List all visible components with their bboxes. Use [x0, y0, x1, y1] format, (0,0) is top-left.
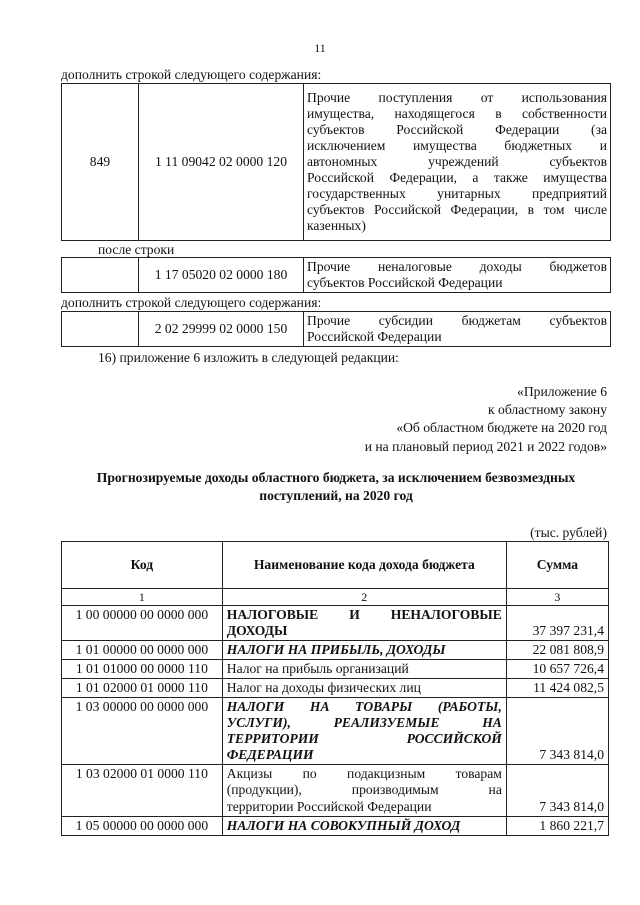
- index-cell: 2: [222, 589, 506, 606]
- sum-cell: 7 343 814,0: [506, 698, 608, 765]
- intro-add-line-2: дополнить строкой следующего содержания:: [61, 295, 322, 310]
- code-cell: 1 01 00000 00 0000 000: [62, 641, 223, 660]
- table-row: [62, 698, 609, 765]
- admin-code-cell: 849: [62, 84, 139, 241]
- header-code: Код: [62, 542, 223, 589]
- header-sum: Сумма: [506, 542, 608, 589]
- document-title: Прогнозируемые доходы областного бюджета, за исключением безвозмездных поступлений, на 2020 год: [96, 470, 576, 503]
- kbk-code-cell: 2 02 29999 02 0000 150: [139, 312, 304, 347]
- amendment-table-1: [61, 83, 611, 241]
- name-cell: НАЛОГОВЫЕ И НЕНАЛОГОВЫЕ ДОХОДЫ: [222, 606, 506, 641]
- revenue-table: [61, 541, 609, 836]
- header-row: [62, 542, 609, 589]
- description-cell: Прочие неналоговые доходы бюджетов субъектов Российской Федерации: [304, 258, 611, 293]
- admin-code-cell: [62, 258, 139, 293]
- intro-add-line-1: дополнить строкой следующего содержания:: [61, 67, 322, 82]
- sum-cell: 11 424 082,5: [506, 679, 608, 698]
- code-cell: 1 03 02000 01 0000 110: [62, 765, 223, 816]
- name-cell: НАЛОГИ НА ПРИБЫЛЬ, ДОХОДЫ: [222, 641, 506, 660]
- index-row: [62, 589, 609, 606]
- sum-cell: 37 397 231,4: [506, 606, 608, 641]
- table-row: [62, 606, 609, 641]
- index-cell: 3: [506, 589, 608, 606]
- admin-code-cell: [62, 312, 139, 347]
- code-cell: 1 03 00000 00 0000 000: [62, 698, 223, 765]
- table-row: [62, 816, 609, 835]
- after-row-text: после строки: [98, 242, 175, 257]
- table-row: [62, 84, 611, 241]
- amendment-table-3: [61, 311, 611, 347]
- table-row: [62, 660, 609, 679]
- header-name: Наименование кода дохода бюджета: [222, 542, 506, 589]
- unit-label: (тыс. рублей): [530, 525, 607, 540]
- code-cell: 1 01 01000 00 0000 110: [62, 660, 223, 679]
- index-cell: 1: [62, 589, 223, 606]
- table-row: [62, 258, 611, 293]
- kbk-code-cell: 1 11 09042 02 0000 120: [139, 84, 304, 241]
- kbk-code-cell: 1 17 05020 02 0000 180: [139, 258, 304, 293]
- code-cell: 1 01 02000 01 0000 110: [62, 679, 223, 698]
- code-cell: 1 00 00000 00 0000 000: [62, 606, 223, 641]
- table-row: [62, 312, 611, 347]
- page-number: 11: [314, 41, 326, 55]
- item-16-text: 16) приложение 6 изложить в следующей редакции:: [98, 350, 399, 365]
- table-row: [62, 765, 609, 816]
- sum-cell: 7 343 814,0: [506, 765, 608, 816]
- appendix-header: «Приложение 6 к областному закону «Об областном бюджете на 2020 год и на плановый период 2021 и 2022 годов»: [364, 384, 607, 454]
- sum-cell: 10 657 726,4: [506, 660, 608, 679]
- name-cell: НАЛОГИ НА ТОВАРЫ (РАБОТЫ, УСЛУГИ), РЕАЛИЗУЕМЫЕ НА ТЕРРИТОРИИ РОССИЙСКОЙ ФЕДЕРАЦИИ: [222, 698, 506, 765]
- description-cell: Прочие субсидии бюджетам субъектов Российской Федерации: [304, 312, 611, 347]
- name-cell: НАЛОГИ НА СОВОКУПНЫЙ ДОХОД: [222, 816, 506, 835]
- amendment-table-2: [61, 257, 611, 293]
- sum-cell: 1 860 221,7: [506, 816, 608, 835]
- sum-cell: 22 081 808,9: [506, 641, 608, 660]
- table-row: [62, 641, 609, 660]
- table-row: [62, 679, 609, 698]
- name-cell: Налог на прибыль организаций: [222, 660, 506, 679]
- description-cell: Прочие поступления от использования имущества, находящегося в собственности субъектов Российской Федерации (за исключением имущества бюджетных и автономных учреждений субъектов Российской Федерации, а также имущества государственных унитарных предприятий субъектов Российской Федерации, в том числе казенных): [304, 84, 611, 241]
- name-cell: Налог на доходы физических лиц: [222, 679, 506, 698]
- name-cell: Акцизы по подакцизным товарам (продукции), производимым на территории Российской Федерации: [222, 765, 506, 816]
- code-cell: 1 05 00000 00 0000 000: [62, 816, 223, 835]
